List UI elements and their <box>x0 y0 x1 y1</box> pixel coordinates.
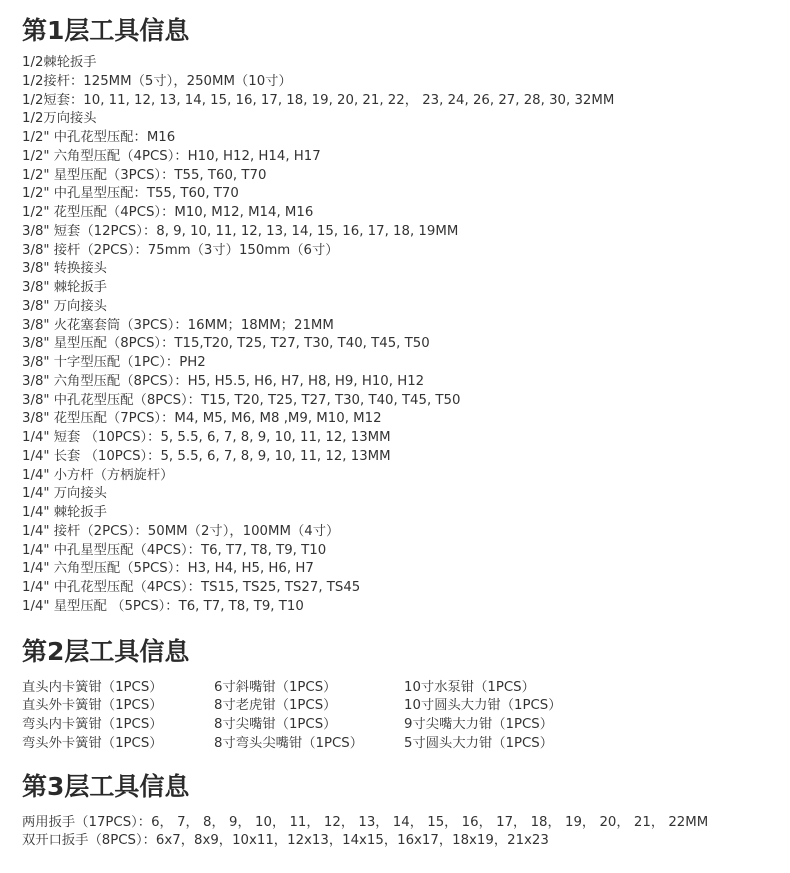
section-2-grid <box>22 679 782 754</box>
tool-line: 1/4" 棘轮扳手 <box>22 505 107 520</box>
tool-line: 1/2棘轮扳手 <box>22 55 97 70</box>
tool-line: 1/4" 万向接头 <box>22 486 107 502</box>
tool-grid-cell: 6寸斜嘴钳（1PCS） <box>214 679 337 695</box>
tool-line: 1/2" 中孔星型压配：T55, T60, T70 <box>22 186 239 202</box>
tool-line: 1/2万向接头 <box>22 111 97 127</box>
tool-grid-cell: 弯头外卡簧钳（1PCS） <box>22 735 163 751</box>
tool-grid-cell: 10寸水泵钳（1PCS） <box>404 679 535 695</box>
tool-line: 1/2" 花型压配（4PCS）：M10, M12, M14, M16 <box>22 205 314 220</box>
tool-grid-cell: 直头内卡簧钳（1PCS） <box>22 679 163 695</box>
tool-grid-cell: 8寸尖嘴钳（1PCS） <box>214 717 337 732</box>
wrench-line: 两用扳手（17PCS）：6， 7， 8， 9， 10， 11， 12， 13， 14， 15， 16， 17， 18， 19， 20， 21， 22MM <box>22 814 709 830</box>
tool-line: 3/8" 短套（12PCS）：8, 9, 10, 11, 12, 13, 14, 15, 16, 17, 18, 19MM <box>22 223 459 239</box>
tool-line: 3/8" 星型压配（8PCS）：T15,T20, T25, T27, T30, T40, T45, T50 <box>22 336 430 352</box>
section-1-title: 第1层工具信息 <box>22 16 190 45</box>
tool-line: 3/8" 十字型压配（1PC）：PH2 <box>22 355 206 370</box>
section-2-title: 第2层工具信息 <box>22 636 190 666</box>
tool-line: 1/4" 六角型压配（5PCS）：H3, H4, H5, H6, H7 <box>22 561 314 577</box>
tool-line: 3/8" 六角型压配（8PCS）：H5, H5.5, H6, H7, H8, H9, H10, H12 <box>22 373 425 389</box>
tool-line: 3/8" 接杆（2PCS）：75mm（3寸）150mm（6寸） <box>22 242 339 258</box>
tool-grid-cell: 8寸老虎钳（1PCS） <box>214 698 337 714</box>
tool-line: 3/8" 花型压配（7PCS）：M4, M5, M6, M8 ,M9, M10, M12 <box>22 411 382 427</box>
tool-line: 1/2" 星型压配（3PCS）：T55, T60, T70 <box>22 167 267 183</box>
tool-line: 3/8" 火花塞套筒（3PCS）：16MM；18MM；21MM <box>22 317 334 333</box>
tool-line: 1/2接杆：125MM（5寸），250MM（10寸） <box>22 73 292 89</box>
tool-grid-cell: 10寸圆头大力钳（1PCS） <box>404 698 562 714</box>
tool-grid-cell: 5寸圆头大力钳（1PCS） <box>404 735 554 751</box>
tool-line: 3/8" 中孔花型压配（8PCS）：T15, T20, T25, T27, T30, T40, T45, T50 <box>22 392 461 408</box>
tool-line: 1/4" 小方杆（方柄旋杆） <box>22 467 174 483</box>
wrench-line: 双开口扳手（8PCS）：6x7，8x9，10x11，12x13，14x15，16x17，18x19，21x23 <box>22 833 549 849</box>
tool-line: 1/4" 中孔花型压配（4PCS）：TS15, TS25, TS27, TS45 <box>22 580 361 595</box>
tool-grid-cell: 8寸弯头尖嘴钳（1PCS） <box>214 735 364 751</box>
tool-grid-cell: 直头外卡簧钳（1PCS） <box>22 698 163 714</box>
tool-grid-cell: 9寸尖嘴大力钳（1PCS） <box>404 717 554 732</box>
tool-line: 3/8" 万向接头 <box>22 298 107 314</box>
section-1-list <box>22 54 782 617</box>
tool-line: 1/4" 星型压配 （5PCS）：T6, T7, T8, T9, T10 <box>22 598 304 614</box>
tool-line: 3/8" 转换接头 <box>22 261 107 277</box>
tool-line: 1/4" 短套 （10PCS）：5, 5.5, 6, 7, 8, 9, 10, 11, 12, 13MM <box>22 430 391 445</box>
tool-line: 1/4" 接杆（2PCS）：50MM（2寸），100MM（4寸） <box>22 523 340 539</box>
tool-line: 1/4" 长套 （10PCS）：5, 5.5, 6, 7, 8, 9, 10, 11, 12, 13MM <box>22 448 391 464</box>
tool-info-document <box>22 14 782 851</box>
tool-line: 1/2" 六角型压配（4PCS）：H10, H12, H14, H17 <box>22 148 321 164</box>
tool-line: 3/8" 棘轮扳手 <box>22 280 107 295</box>
tool-grid-cell: 弯头内卡簧钳（1PCS） <box>22 717 163 732</box>
tool-line: 1/2短套：10, 11, 12, 13, 14, 15, 16, 17, 18, 19, 20, 21, 22， 23, 24, 26, 27, 28, 30, 32MM <box>22 92 615 108</box>
tool-line: 1/2" 中孔花型压配：M16 <box>22 130 176 145</box>
section-3-list <box>22 814 782 852</box>
section-3-title: 第3层工具信息 <box>22 771 190 801</box>
tool-line: 1/4" 中孔星型压配（4PCS）：T6, T7, T8, T9, T10 <box>22 542 327 558</box>
